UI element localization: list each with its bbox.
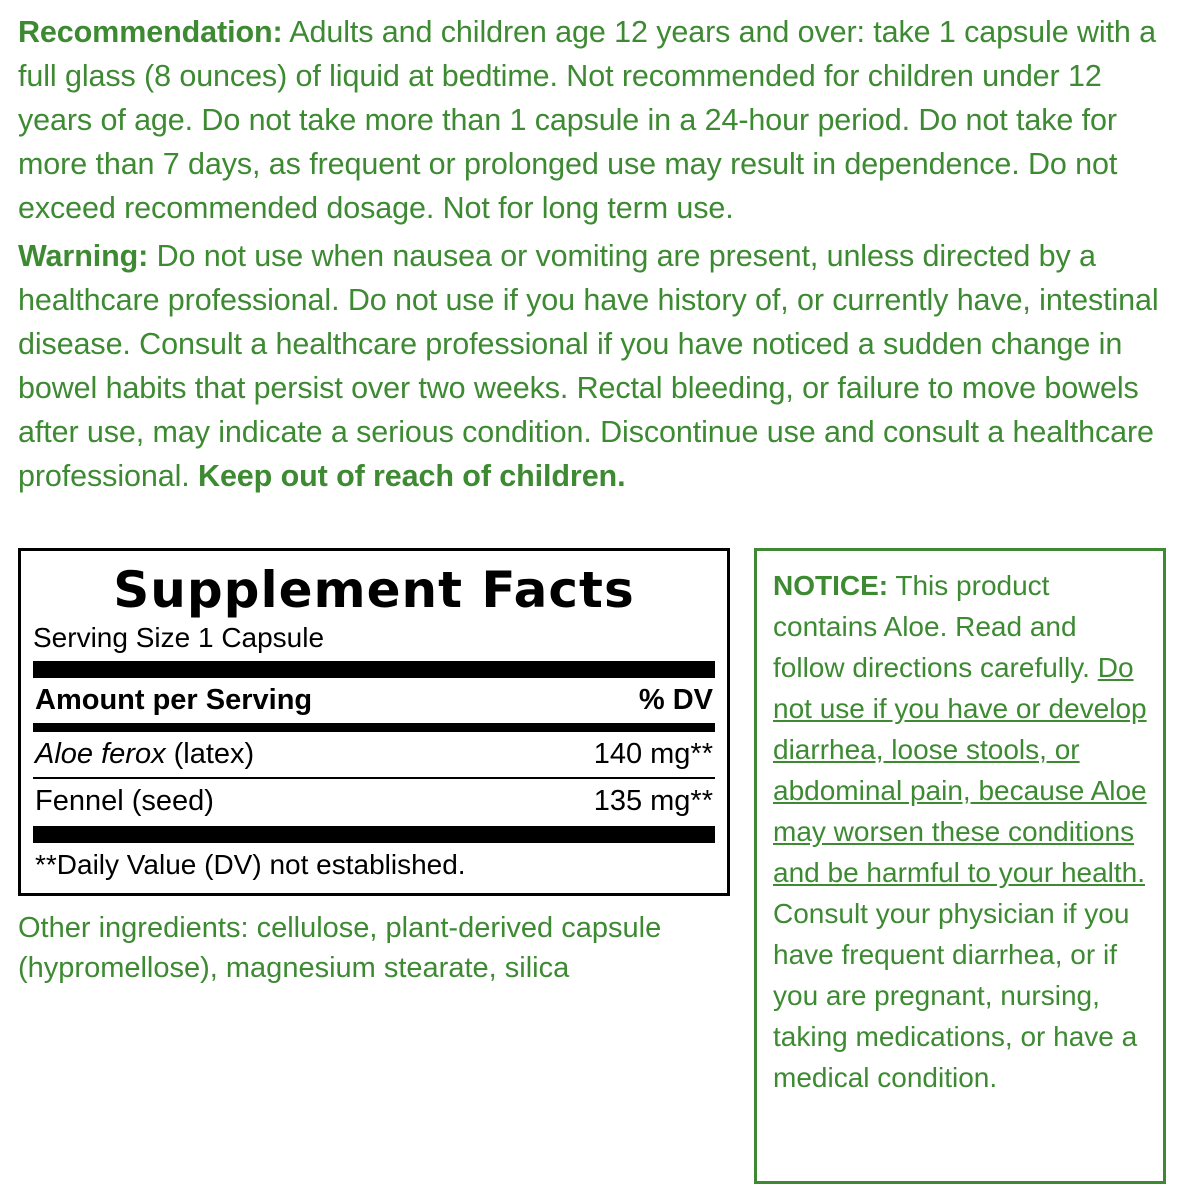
ingredient-name-rest: Fennel (seed) <box>35 785 214 817</box>
amount-per-serving-label: Amount per Serving <box>35 684 313 716</box>
amount-per-serving-header-row <box>33 678 715 723</box>
table-row <box>33 732 715 777</box>
warning-paragraph <box>18 234 1166 498</box>
serving-size-text: Serving Size 1 Capsule <box>33 622 325 653</box>
notice-text-part2: Consult your physician if you have frequent diarrhea, or if you are pregnant, nursing, taking medications, or have a medical condition. <box>773 898 1138 1093</box>
other-ingredients-text: Other ingredients: cellulose, plant-derived capsule (hypromellose), magnesium stearate, silica <box>18 912 662 984</box>
thick-rule-top <box>33 661 715 678</box>
notice-text-part1: This product contains Aloe. Read and follow directions carefully. <box>773 570 1098 683</box>
supplement-facts-title: Supplement Facts <box>113 561 635 619</box>
recommendation-heading: Recommendation: <box>18 15 283 49</box>
mid-rule <box>33 723 715 732</box>
ingredient-name <box>35 781 214 821</box>
ingredient-amount: 135 mg** <box>593 785 713 817</box>
daily-value-footnote: **Daily Value (DV) not established. <box>35 849 466 880</box>
ingredient-name-rest: (latex) <box>165 738 255 770</box>
notice-box <box>754 548 1166 1184</box>
ingredient-name <box>35 734 254 774</box>
percent-dv-label: % DV <box>638 684 713 716</box>
notice-heading: NOTICE: <box>773 570 889 601</box>
ingredient-amount: 140 mg** <box>593 738 713 770</box>
supplement-facts-section <box>18 548 730 988</box>
thick-rule-bottom <box>33 826 715 843</box>
table-row <box>33 779 715 824</box>
recommendation-text: Adults and children age 12 years and over: take 1 capsule with a full glass (8 ounces) of liquid at bedtime. Not recommended for children under 12 years of age. Do not take more than 1 capsule in a 24-hour period. Do not take for more than 7 days, as frequent or prolonged use may result in dependence. Do not exceed recommended dosage. Not for long term use. <box>18 15 1157 225</box>
recommendation-paragraph <box>18 10 1166 230</box>
lower-section <box>18 548 1166 1184</box>
warning-text: Do not use when nausea or vomiting are present, unless directed by a healthcare professional. Do not use if you have history of, or currently have, intestinal disease. Consult a healthcare professional if you have noticed a sudden change in bowel habits that persist over two weeks. Rectal bleeding, or failure to move bowels after use, may indicate a serious condition. Discontinue use and consult a healthcare professional. <box>18 239 1159 493</box>
supplement-facts-box <box>18 548 730 896</box>
ingredient-name-italic: Aloe ferox <box>35 738 166 770</box>
warning-heading: Warning: <box>18 239 149 273</box>
notice-text-underlined: Do not use if you have or develop diarrhea, loose stools, or abdominal pain, because Aloe may worsen these conditions and be harmful to your health. <box>773 652 1147 888</box>
keep-out-of-reach-text: Keep out of reach of children. <box>198 459 626 493</box>
